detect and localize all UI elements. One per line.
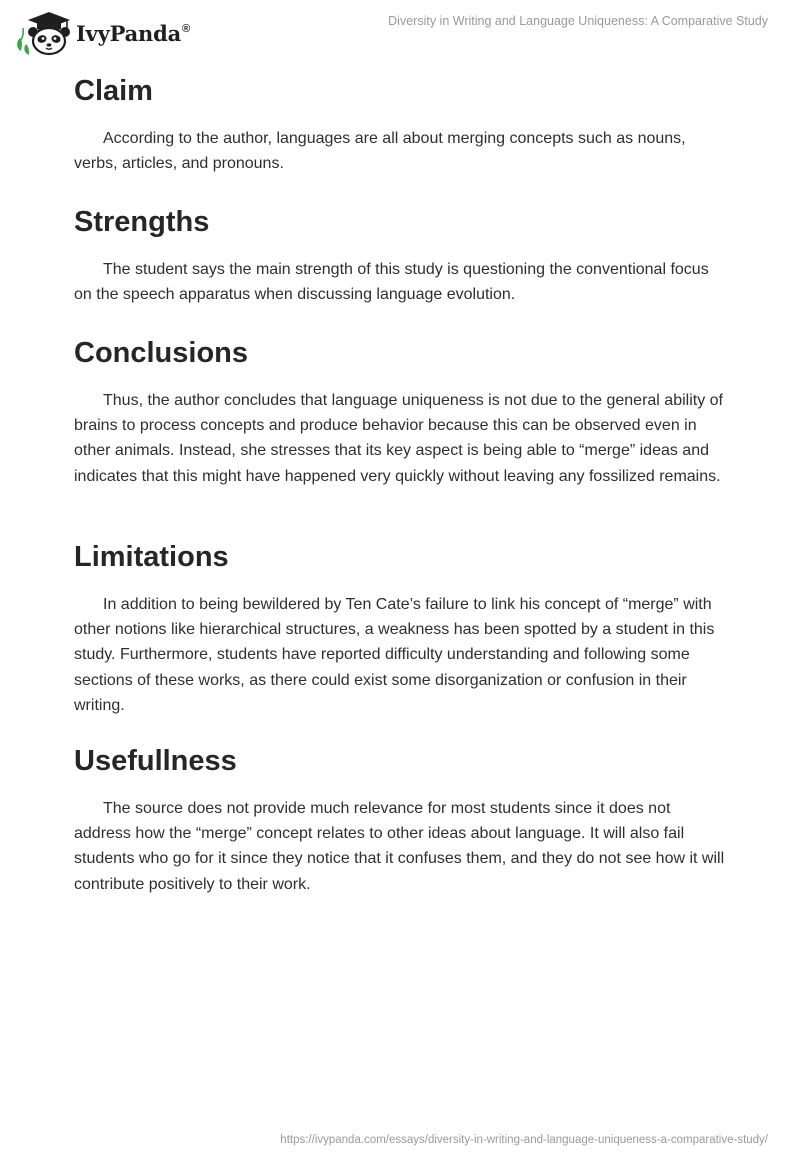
section-strengths [74,203,730,307]
section-paragraph: Thus, the author concludes that language uniqueness is not due to the general ability of brains to process concepts and produce behavior because this can be observed even in other animals. Instead, she stresses that its key aspect is being able to “merge” ideas and indicates that this might have happened very quickly without leaving any fossilized remains. [74,392,723,485]
source-url[interactable]: https://ivypanda.com/essays/diversity-in-writing-and-language-uniqueness-a-comparative-study/ [280,1134,768,1146]
section-heading: Strengths [74,206,210,238]
section-conclusions [74,334,730,514]
section-paragraph: The student says the main strength of this study is questioning the conventional focus on the speech apparatus when discussing language evolution. [74,261,709,304]
section-claim [74,72,730,176]
ivypanda-logo[interactable] [14,8,190,56]
section-paragraph: The source does not provide much relevance for most students since it does not address how the “merge” concept relates to other ideas about language. It will also fail students who go for it since they notice that it confuses them, and they do not see how it will contribute positively to their work. [74,800,725,893]
section-heading: Conclusions [74,337,249,369]
registered-mark: ® [182,22,190,35]
running-title: Diversity in Writing and Language Uniqueness: A Comparative Study [388,14,768,28]
section-heading: Claim [74,75,153,107]
panda-graduate-icon [14,8,74,56]
section-paragraph: In addition to being bewildered by Ten Cate’s failure to link his concept of “merge” with other notions like hierarchical structures, a weakness has been spotted by a student in this study. Furthermore, students have reported difficulty understanding and following some sections of these works, as there could exist some disorganization or confusion in their writing. [74,596,715,714]
page-header [0,0,800,60]
section-heading: Usefullness [74,745,237,777]
section-limitations [74,538,730,718]
logo-wordmark-text: IvyPanda [76,20,182,46]
essay-body [74,72,730,897]
logo-wordmark [76,21,190,46]
section-heading: Limitations [74,541,229,573]
section-usefullness [74,742,730,897]
section-paragraph: According to the author, languages are all about merging concepts such as nouns, verbs, articles, and pronouns. [74,130,686,173]
